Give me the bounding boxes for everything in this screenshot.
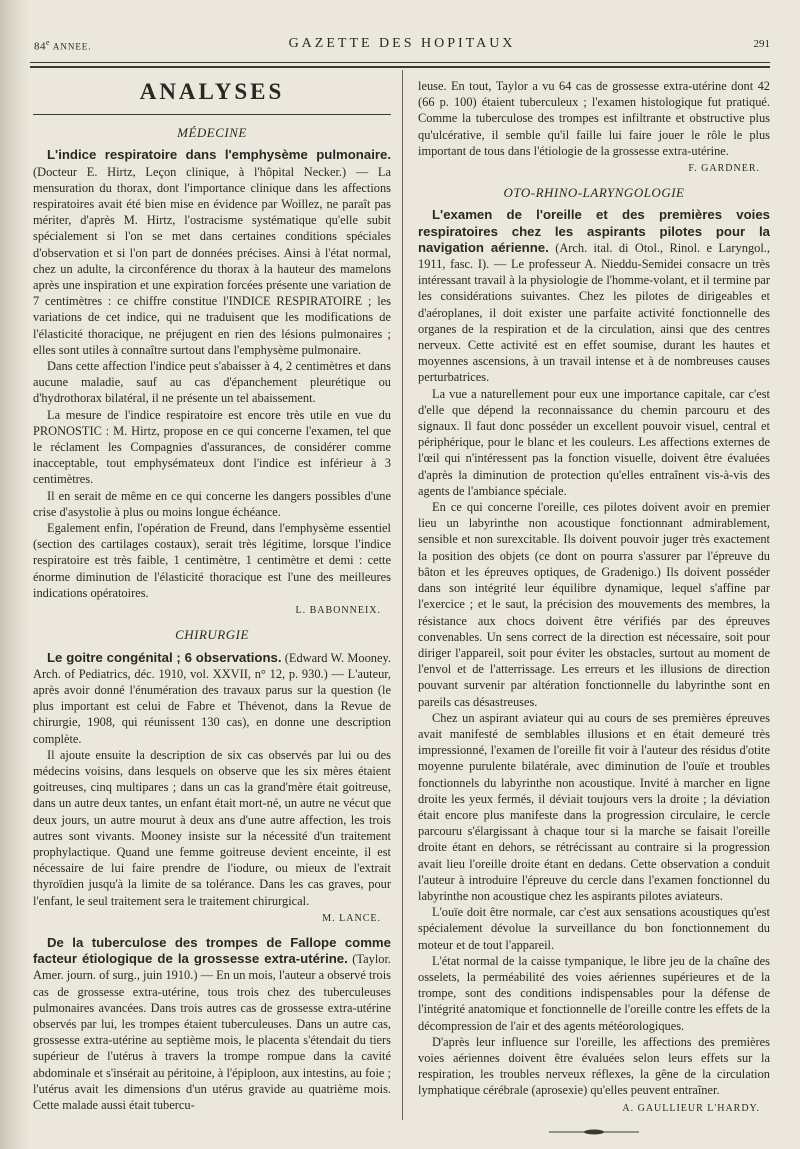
article-paragraph: L'ouïe doit être normale, car c'est aux sensations acoustiques qu'est spécialement dévolue la surveillance du bon fonctionnement du moteur et de tout l'appareil. [418,905,770,952]
article-paragraph: La mesure de l'indice respiratoire est encore très utile en vue du PRONOSTIC : M. Hirtz, propose en ce qui concerne l'examen, tel que le réclament les Compagnies d'assurances, de considérer comme inacceptable, tout emphysémateux dont l'indice est inférieur à 3 centimètres. [33,407,391,487]
header-rule-thick [30,66,770,68]
article-paragraph: Chez un aspirant aviateur qui au cours de ses premières épreuves avait manifesté de semblables illusions et en était demeuré très impressionné, l'examen de l'oreille fit voir à l'auteur des résidus d'otite moyenne purulente bilatérale, avec diminution de l'ouïe et troubles fonctionnels du labyrinthe non acoustique. Invité à marcher en ligne droite les yeux fermés, il déviait toujours vers la droite ; la déviation était encore plus manifeste dans la progression circulaire, le cercle parcouru s'élargissant à chaque tour si la marche se faisait l'oreille droite étant en dehors, se rétrécissant au contraire si la progression avait lieu l'oreille droite étant en dedans. Cette observation a conduit l'auteur à introduire l'épreuve du cercle dans l'examen fonctionnel du labyrinthe non acoustique chez les aspirants pilotes aviateurs. [418,710,770,903]
analyses-heading: ANALYSES [139,79,285,104]
article-title-tuberculose: De la tuberculose des trompes de Fallope comme facteur étiologique de la grossesse extra-utérine. [33,934,391,967]
signature-babonneix: L. BABONNEIX. [295,605,381,617]
right-column [418,78,770,1141]
end-ornament-icon [549,1129,639,1135]
signature-gardner: F. GARDNER. [688,163,760,175]
article-paragraph: De la tuberculose des trompes de Fallope comme facteur étiologique de la grossesse extra-utérine. (Taylor. Amer. journ. of surg., juin 1910.) — En un mois, l'auteur a observé trois cas de grossesse extra-utérine, tous trois chez des tuberculeuses pulmonaires avancées. Dans trois autres cas de grossesse extra-utérine observés par lui, les trompes étaient tuberculeuses. Dans un autre cas, grossesse extra-utérine au septième mois, le placenta s'étendait du tiers supérieur de l'utérus à travers la trompe rompue dans la cavité abdominale et s'insérait au péritoine, à l'épiploon, aux intestins, au foie ; l'utérus avait les dimensions d'un utérus gravide au quatrième mois. Cette malade aussi était tubercu- [33,934,391,1112]
section-medecine: MÉDECINE [177,125,247,141]
article-paragraph: Il ajoute ensuite la description de six cas observés par lui ou des médecins voisins, dans lesquels on observe que les six mères étaient goitreuses, cinq multipares ; dans un cas la grand'mère était goitreuse, dans un autre deux tantes, un enfant était mort-né, un autre ne vécut que deux jours, un autre mourut à deux ans d'une autre affection, les trois autres sont vivants. Mooney insiste sur la nécessité d'un traitement prophylactique. Quand une femme goitreuse devient enceinte, il est nécessaire de lui faire prendre de l'iodure, ou mieux de l'extrait thyroïdien jusqu'à la limite de sa tolérance. Dans les cas graves, pour l'enfant, le seul traitement sera le traitement chirurgical. [33,747,391,908]
column-divider [402,70,403,1120]
article-title-goitre: Le goitre congénital ; 6 observations. [47,649,282,665]
left-column [33,78,391,1113]
article-paragraph: L'indice respiratoire dans l'emphysème pulmonaire. (Docteur E. Hirtz, Leçon clinique, à l'hôpital Necker.) — La mensuration du thorax, dont l'importance clinique dans les affections respiratoires avait été bien mise en évidence par Woillez, ne paraît pas mériter, d'après M. Hirtz, l'ostracisme systématique qu'elle subit spécialement si l'on se met dans certaines conditions spéciales d'observation et si l'on part de données précises. Ainsi à l'état normal, chez un adulte, la circonférence du thorax à la hauteur des mamelons après une inspiration et une expiration forcées présente une variation de 7 centimètres : ce chiffre constitue l'INDICE RESPIRATOIRE ; les variations de cet indice, qui ne traduisent que les modifications de l'élasticité thoracique, ne préjugent en rien des lésions pulmonaires ; elles sont utiles à connaître surtout dans l'emphysème pulmonaire. [33,147,391,357]
header-rule [30,62,770,63]
section-oto-rhino: OTO-RHINO-LARYNGOLOGIE [503,185,685,201]
volume-suffix: e [46,38,51,47]
volume-word: ANNEE. [50,41,92,52]
section-rule [33,114,391,115]
page-edge-shadow [0,0,30,1149]
article-paragraph: En ce qui concerne l'oreille, ces pilotes doivent avoir en premier lieu un labyrinthe non acoustique fonctionnant admirablement, sensible et non surexcitable. Ils doivent pouvoir juger très exactement la position des objets (ce dont on pourra s'assurer par l'épreuve du bâton et les épreuves optiques, de Gradenigo.) Ils doivent posséder dans son intégrité leur équilibre dynamique, lequel s'affine par l'exercice ; et le saut, la précision des mouvements des membres, la résistance aux chocs doivent être vérifiés par des épreuves convenables. Un sens correct de la direction est nécessaire, soit pour diriger l'appareil, soit pour éviter les obstacles, surtout au moment de l'envol et de l'atterrissage. Les erreurs et les illusions de direction pouvant survenir par altération fonctionnelle du labyrinthe sont en pareils cas désastreuses. [418,500,770,709]
article-paragraph: Dans cette affection l'indice peut s'abaisser à 4, 2 centimètres et dans aucune maladie, sauf au cas d'épanchement pleurétique ou d'hydrothorax bilatéral, il ne présente un tel abaissement. [33,359,391,406]
article-title-aviation: L'examen de l'oreille et des premières voies respiratoires chez les aspirants pilotes pour la navigation aérienne. [418,207,770,255]
article-title-emphyseme: L'indice respiratoire dans l'emphysème pulmonaire. [47,147,391,163]
signature-gaullieur: A. GAULLIEUR L'HARDY. [622,1102,760,1114]
article-paragraph: L'état normal de la caisse tympanique, le libre jeu de la chaîne des osselets, la perméabilité des voies aériennes supérieures et de la trompe, sont des conditions indispensables pour la défense de l'intégrité anatomique et fonctionnelle de l'oreille contre les effets de la décompression de l'air et des agents météorologiques. [418,953,770,1033]
article-paragraph: Egalement enfin, l'opération de Freund, dans l'emphysème essentiel (section des cartilages costaux), serait très légitime, lorsque l'indice respiratoire est très faible, 1 centimètre, 1 centimètre et demi : cette énorme diminution de l'élasticité thoracique est l'une des meilleures indications opératoires. [33,521,391,600]
page-number: 291 [753,38,770,50]
end-ornament [418,1125,770,1141]
article-paragraph: leuse. En tout, Taylor a vu 64 cas de grossesse extra-utérine dont 42 (66 p. 100) étaient tuberculeux ; l'examen histologique fut pratiqué. Comme la tuberculose des trompes est infiltrante et obstructive plus qu'ulcérative, il semble qu'il faille lui faire jouer le rôle le plus important de tous dans l'étiologie de la grossesse extra-utérine. [418,79,770,158]
article-paragraph: Il en serait de même en ce qui concerne les dangers possibles d'une crise d'asystolie à plus ou moins longue échéance. [33,488,391,519]
article-paragraph: D'après leur influence sur l'oreille, les affections des premières voies aériennes doivent être évaluées selon leurs effets sur la respiration, les troubles nerveux réflexes, la gêne de la circulation lymphatique cérébrale (aprosexie) qu'elles peuvent entraîner. [418,1034,770,1098]
section-chirurgie: CHIRURGIE [175,627,249,643]
journal-title: GAZETTE DES HOPITAUX [288,36,516,51]
article-paragraph: L'examen de l'oreille et des premières voies respiratoires chez les aspirants pilotes pour la navigation aérienne. (Arch. ital. di Otol., Rinol. e Laryngol., 1911, fasc. I). — Le professeur A. Nieddu-Semidei consacre un très intéressant travail à la physiologie de l'homme-volant, et il termine par les considérations suivantes. Chez les pilotes de dirigeables et d'aéroplanes, il doit exister une parfaite activité fonctionnelle des organes de la respiration et de la circulation, ainsi que des centres nerveux. Cette activité est en effet soumise, durant les hautes et moyennes ascensions, à un travail intense et à de nombreuses causes perturbatrices. [418,207,770,385]
volume-number: 84 [34,40,46,53]
page-header [34,38,770,58]
signature-lance: M. LANCE. [322,912,381,924]
article-paragraph: La vue a naturellement pour eux une importance capitale, car c'est d'elle que dépend la reconnaissance du chemin parcouru et des signaux. Il faut donc posséder un excellent pouvoir visuel, central et périphérique, pour le blanc et les couleurs. Les affections externes de l'œil qui n'intéressent pas la fonction visuelle, doivent être évaluées d'après la diminution de protection qu'elles entraînent vis-à-vis des agents de l'ambiance spéciale. [418,386,770,498]
article-paragraph: Le goitre congénital ; 6 observations. (Edward W. Mooney. Arch. of Pediatrics, déc. 1910, vol. XXVII, n° 12, p. 930.) — L'auteur, après avoir donné l'énumération des travaux parus sur la question (le plus important est celui de Fabre et Thévenot, dans la Revue de chirurgie, 1908, qui réunissent 130 cas), en donne une description complète. [33,649,391,746]
